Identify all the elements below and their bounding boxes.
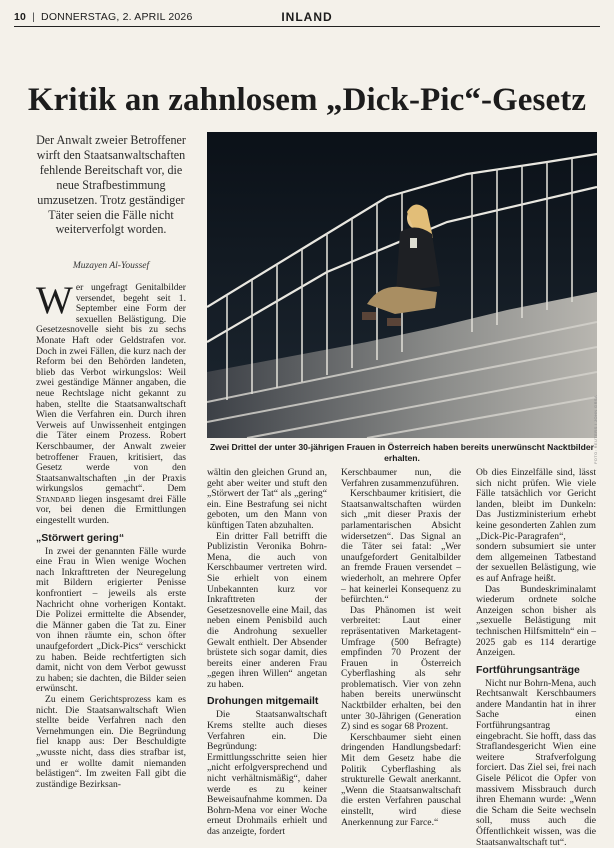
article-photo bbox=[207, 132, 597, 438]
subheading-drohungen: Drohungen mitgemailt bbox=[207, 695, 319, 708]
paragraph: Die Staatsanwaltschaft Krems stellte auch dieses Verfahren ein. Die Begründung: Ermittlungsschritte seien hier „nicht erfolgversprechend und nicht verhältnismäßig“, daher werde es zu keiner Beweisaufnahme kommen. Da Bohrn-Mena vor einer Woche erneut Drohmails erhielt und das anzeigte, fordert bbox=[207, 709, 327, 837]
page-number: 10 bbox=[14, 11, 27, 23]
stairs-photo-illustration bbox=[207, 132, 597, 438]
paragraph: Das Bundeskriminalamt wiederum ordnete solche Anzeigen schon bisher als „sexuelle Belästigung mit technischen Hilfsmitteln“ ein – 2025 gab es 114 derartige Anzeigen. bbox=[476, 583, 596, 659]
paper-name: Standard bbox=[36, 493, 75, 505]
paragraph: In zwei der genannten Fälle wurde eine Frau in Wien wenige Wochen nach Inkrafttreten der Neuregelung mit Bildern erigierter Penisse konfrontiert – jeweils als erste Nachricht ohne vorherigen Kontakt. Die Polizei ermittelte die Absender, die Männer gaben die Tat zu. Einer von ihnen räumte ein, schon öfter unaufgefordert „Dick-Pics“ verschickt zu haben. Beide rechtfertigten sich damit, nicht von dem Verbot gewusst zu haben; sie dachten, die Bilder seien erwünscht. bbox=[36, 545, 186, 695]
paragraph: Kerschbaumer sieht einen dringenden Handlungsbedarf: Mit dem Gesetz habe die Politik Cyberflashing als strukturelle Gewalt anerkannt. „Wenn die Staatsanwaltschaft die ersten Verfahren pauschal einstellt, wird diese Anerkennung zur Farce.“ bbox=[341, 731, 461, 828]
article-column-4 bbox=[476, 468, 596, 848]
section-name: INLAND bbox=[281, 10, 333, 24]
paragraph: Kerschbaumer kritisiert, die Staatsanwaltschaften würden sich „mit dieser Praxis der parlamentarischen Absicht widersetzen“. Das Signal an die Täter sei fatal: „Wer unaufgefordert Genitalbilder an fremde Frauen versendet – wiederholt, an mehrere Opfer – hat keinerlei Konsequenz zu befürchten.“ bbox=[341, 488, 461, 606]
paragraph: Ob dies Einzelfälle sind, lässt sich nicht prüfen. Wie viele Fälle tatsächlich vor Gericht landen, bleibt im Dunkeln: Das Justizministerium erhebt keine gesonderten Zahlen zum „Dick-Pic-Paragrafen“, sondern subsumiert sie unter dem allgemeinen Tatbestand der sexuellen Belästigung, wie es auf Anfrage heißt. bbox=[476, 467, 596, 584]
intro-text: er ungefragt Genitalbilder versendet, begeht seit 1. September eine Form der sexuellen Belästigung. Die Gesetzesnovelle sieht bis zu sechs Monate Haft oder Geldstrafen vor. Doch in zwei Fällen, die kurz nach der Reform bei den Behörden landeten, blieb das Verbot wirkungslos: Weil zwei geständige Männer angaben, die neue Rechtslage nicht gekannt zu haben, stellte die Staatsanwaltschaft Wien die Verfahren ein. Durch ihren Verweis auf Unwissenheit entgingen die Täter einem Prozess. Robert Kerschbaumer, der Anwalt zweier betroffener Frauen, kritisiert, das Gesetz werde von den Staatsanwaltschaften „in der Praxis wirkungslos gemacht“. Dem bbox=[36, 282, 186, 495]
article-column-3 bbox=[341, 468, 461, 828]
subheading-stoerwert: „Störwert gering“ bbox=[36, 531, 125, 544]
issue-date: DONNERSTAG, 2. APRIL 2026 bbox=[41, 11, 193, 23]
paragraph: Zu einem Gerichtsprozess kam es nicht. Die Staatsanwaltschaft Wien stellte beide Verfahren nach den Vernehmungen ein. Die Begründung fiel knapp aus: Der Beschuldigte „wusste nicht, dass dies strafbar ist, und er wollte damit niemanden belästigen“. Im zweiten Fall gibt die zuständige Bezirksan- bbox=[36, 693, 186, 790]
subheading-fortfuehrung: Fortführungsanträge bbox=[476, 663, 580, 676]
page-header bbox=[14, 0, 600, 27]
paragraph: wältin den gleichen Grund an, geht aber weiter und stuft den „Störwert der Tat“ als „gering“ ein. Eine Bestrafung sei nicht geboten, um den Mann von künftigen Taten abzuhalten. bbox=[207, 467, 327, 531]
photo-caption: Zwei Drittel der unter 30-jährigen Frauen in Österreich haben bereits unerwünscht Nacktbilder erhalten. bbox=[210, 442, 594, 463]
intro-paragraph bbox=[36, 279, 186, 527]
intro-text-end: liegen insgesamt drei Fälle vor, bei denen die Ermittlungen eingestellt wurden. bbox=[36, 493, 186, 527]
paragraph: Das Phänomen ist weit verbreitet: Laut einer repräsentativen Marketagent-Umfrage (500 Befragte) empfinden 70 Prozent der Frauen in Österreich Cyberflashing als sehr problematisch. Vier von zehn haben bereits unerwünscht Nacktbilder erhalten, bei den unter 30-Jährigen (Generation Z) sind es sogar 68 Prozent. bbox=[341, 604, 461, 733]
author-byline: Muzayen Al-Youssef bbox=[72, 261, 150, 271]
paragraph: Nicht nur Bohrn-Mena, auch Rechtsanwalt Kerschbaumers andere Mandantin hat in ihrer Sache einen Fortführungsantrag eingebracht. Sie hofft, dass das Straflandesgericht Wien eine weitere Strafverfolgung forciert. Das Ziel sei, frei nach Gisele Pélicot die Opfer von massivem Missbrauch durch ihren Ehemann wurde: „Wenn die Scham die Seite wechseln soll, muss auch die Öffentlichkeit wissen, was die Staatsanwaltschaft tut“. bbox=[476, 677, 596, 848]
paragraph: Kerschbaumer nun, die Verfahren zusammenzuführen. bbox=[341, 467, 461, 489]
photo-credit: FOTO: REUTERS / JOHN GRSA bbox=[593, 395, 598, 465]
article-column-2 bbox=[207, 468, 327, 838]
paragraph: Ein dritter Fall betrifft die Publizistin Veronika Bohrn-Mena, die auch von Kerschbaumer vertreten wird. Sie erhielt von einem Unbekannten kurz vor Inkrafttreten der Gesetzesnovelle eine Mail, das neben einem Penisbild auch die Androhung sexueller Gewalt enthielt. Der Absender brüstete sich sogar damit, dies bereits einer anderen Frau „gegen ihren Willen“ angetan zu haben. bbox=[207, 530, 327, 690]
lead-paragraph: Der Anwalt zweier Betroffener wirft den Staatsanwaltschaften fehlende Bereitschaft vor, die neue Strafbestimmung umzusetzen. Trotz geständiger Täter seien die Fälle nicht weiterverfolgt worden. bbox=[36, 133, 186, 237]
header-separator: | bbox=[32, 11, 36, 23]
drop-cap: W bbox=[36, 279, 73, 322]
headline: Kritik an zahnlosem „Dick-Pic“-Gesetz bbox=[27, 82, 587, 118]
article-column-1 bbox=[36, 279, 186, 790]
